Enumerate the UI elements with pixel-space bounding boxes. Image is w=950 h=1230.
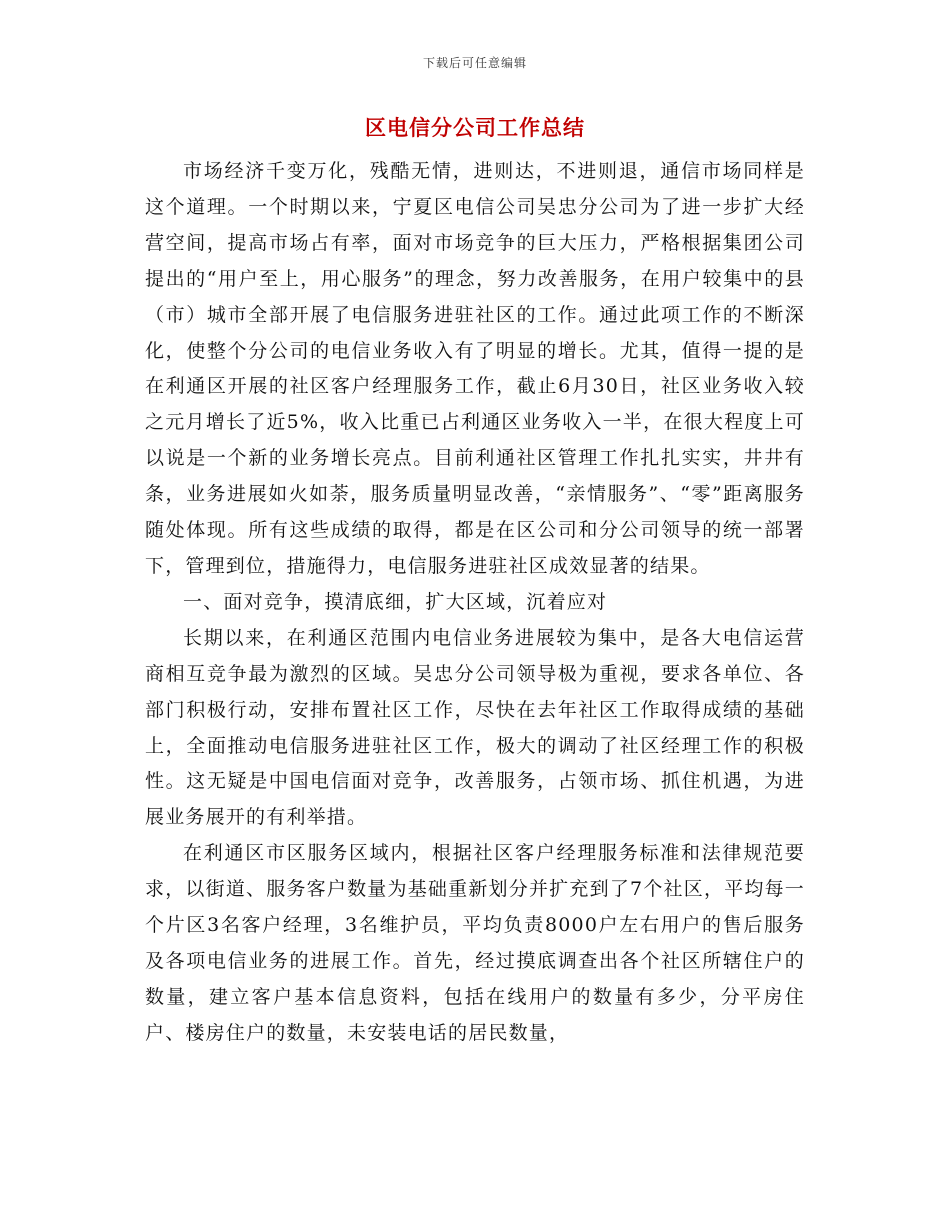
paragraph-intro: 市场经济千变万化，残酷无情，进则达，不进则退，通信市场同样是这个道理。一个时期以来，宁夏区电信公司吴忠分公司为了进一步扩大经营空间，提高市场占有率，面对市场竞争的巨大压力，严格根据集团公司提出的“用户至上，用心服务”的理念，努力改善服务，在用户较集中的县（市）城市全部开展了电信服务进驻社区的工作。通过此项工作的不断深化，使整个分公司的电信业务收入有了明显的增长。尤其，值得一提的是在利通区开展的社区客户经理服务工作，截止6月30日，社区业务收入较之元月增长了近5%，收入比重已占利通区业务收入一半，在很大程度上可以说是一个新的业务增长亮点。目前利通社区管理工作扎扎实实，井井有条，业务进展如火如荼，服务质量明显改善，“亲情服务”、“零”距离服务随处体现。所有这些成绩的取得，都是在区公司和分公司领导的统一部署下，管理到位，措施得力，电信服务进驻社区成效显著的结果。 [145,160,805,577]
section-heading-1: 一、面对竞争，摸清底细，扩大区域，沉着应对 [183,590,608,613]
document-body [145,154,805,1052]
paragraph-service-area: 在利通区市区服务区域内，根据社区客户经理服务标准和法律规范要求，以街道、服务客户数量为基础重新划分并扩充到了7个社区，平均每一个片区3名客户经理，3名维护员，平均负责8000户左右用户的售后服务及各项电信业务的进展工作。首先，经过摸底调查出各个社区所辖住户的数量，建立客户基本信息资料，包括在线用户的数量有多少，分平房住户、楼房住户的数量，未安装电话的居民数量， [145,842,805,1044]
document-title: 区电信分公司工作总结 [365,115,585,140]
paragraph-competition: 长期以来，在利通区范围内电信业务进展较为集中，是各大电信运营商相互竞争最为激烈的区域。吴忠分公司领导极为重视，要求各单位、各部门积极行动，安排布置社区工作，尽快在去年社区工作取得成绩的基础上，全面推动电信服务进驻社区工作，极大的调动了社区经理工作的积极性。这无疑是中国电信面对竞争，改善服务，占领市场、抓住机遇，为进展业务展开的有利举措。 [145,626,805,829]
page-header: 下载后可任意编辑 [422,56,527,70]
